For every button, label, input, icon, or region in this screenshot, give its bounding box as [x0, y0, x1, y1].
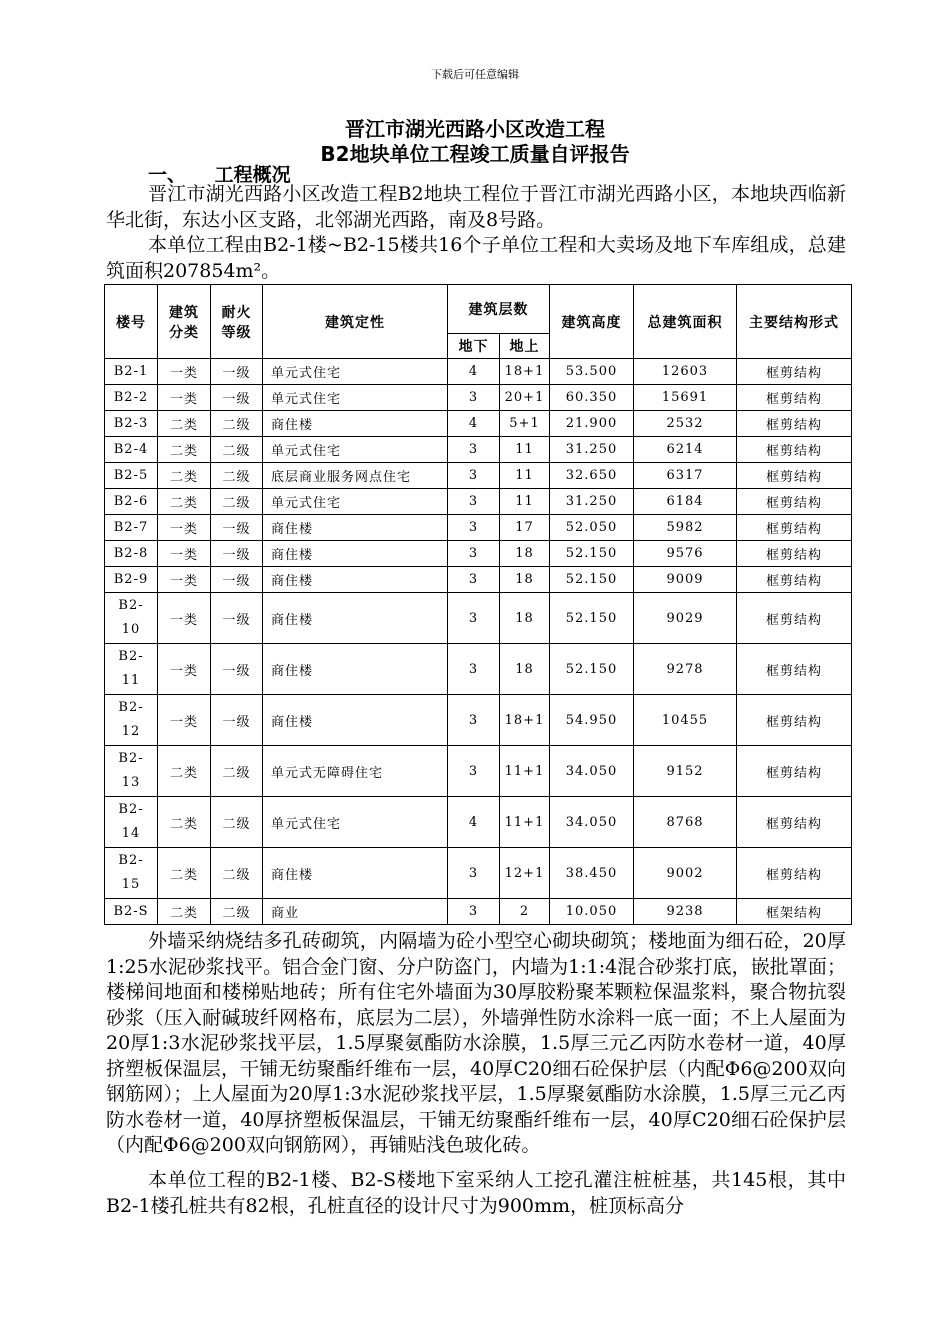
cell-category: 二类 — [158, 899, 211, 925]
table-row — [105, 567, 852, 593]
section-number: 一、 — [148, 164, 187, 186]
report-title-line1: 晋江市湖光西路小区改造工程 — [345, 117, 605, 141]
cell-above-ground: 18 — [500, 593, 550, 644]
header-above-ground: 地上 — [500, 334, 550, 359]
cell-structure: 框剪结构 — [737, 541, 852, 567]
table-row — [105, 899, 852, 925]
cell-area: 5982 — [634, 515, 737, 541]
cell-above-ground: 12+1 — [500, 848, 550, 899]
header-category: 建筑分类 — [158, 285, 211, 359]
cell-fire-rating: 二级 — [211, 797, 263, 848]
cell-area: 12603 — [634, 359, 737, 385]
cell-fire-rating: 一级 — [211, 695, 263, 746]
cell-building-no: B2- 12 — [105, 695, 158, 746]
cell-height: 52.150 — [550, 593, 634, 644]
cell-height: 53.500 — [550, 359, 634, 385]
cell-area: 9278 — [634, 644, 737, 695]
cell-category: 二类 — [158, 463, 211, 489]
cell-structure: 框剪结构 — [737, 411, 852, 437]
cell-structure: 框剪结构 — [737, 489, 852, 515]
cell-definition: 单元式住宅 — [263, 437, 448, 463]
cell-definition: 商住楼 — [263, 644, 448, 695]
cell-height: 54.950 — [550, 695, 634, 746]
cell-structure: 框剪结构 — [737, 746, 852, 797]
table-row — [105, 541, 852, 567]
cell-underground: 3 — [448, 899, 500, 925]
cell-height: 32.650 — [550, 463, 634, 489]
cell-definition: 商住楼 — [263, 567, 448, 593]
cell-building-no: B2- 14 — [105, 797, 158, 848]
cell-fire-rating: 二级 — [211, 463, 263, 489]
cell-height: 38.450 — [550, 848, 634, 899]
cell-fire-rating: 一级 — [211, 541, 263, 567]
paragraph-location: 晋江市湖光西路小区改造工程B2地块工程位于晋江市湖光西路小区，本地块西临新华北街，东达小区支路，北邻湖光西路，南及8号路。 — [106, 183, 846, 231]
cell-height: 52.150 — [550, 567, 634, 593]
cell-structure: 框剪结构 — [737, 437, 852, 463]
cell-structure: 框剪结构 — [737, 515, 852, 541]
cell-building-no: B2-5 — [105, 463, 158, 489]
cell-area: 6317 — [634, 463, 737, 489]
section-title: 工程概况 — [214, 164, 291, 186]
cell-underground: 3 — [448, 489, 500, 515]
cell-fire-rating: 二级 — [211, 437, 263, 463]
cell-above-ground: 20+1 — [500, 385, 550, 411]
cell-height: 60.350 — [550, 385, 634, 411]
cell-above-ground: 17 — [500, 515, 550, 541]
cell-above-ground: 11+1 — [500, 797, 550, 848]
cell-category: 二类 — [158, 746, 211, 797]
cell-category: 一类 — [158, 567, 211, 593]
cell-category: 一类 — [158, 695, 211, 746]
table-row — [105, 411, 852, 437]
cell-definition: 商住楼 — [263, 695, 448, 746]
cell-category: 一类 — [158, 385, 211, 411]
cell-height: 31.250 — [550, 489, 634, 515]
cell-structure: 框剪结构 — [737, 695, 852, 746]
cell-underground: 3 — [448, 567, 500, 593]
cell-height: 52.150 — [550, 541, 634, 567]
cell-building-no: B2-3 — [105, 411, 158, 437]
cell-above-ground: 11 — [500, 437, 550, 463]
cell-underground: 3 — [448, 515, 500, 541]
cell-above-ground: 18+1 — [500, 359, 550, 385]
header-structure: 主要结构形式 — [737, 285, 852, 359]
cell-underground: 3 — [448, 746, 500, 797]
cell-structure: 框剪结构 — [737, 848, 852, 899]
cell-area: 6184 — [634, 489, 737, 515]
header-fire-rating: 耐火等级 — [211, 285, 263, 359]
cell-fire-rating: 一级 — [211, 593, 263, 644]
table-row — [105, 695, 852, 746]
cell-area: 9002 — [634, 848, 737, 899]
cell-underground: 4 — [448, 411, 500, 437]
cell-area: 6214 — [634, 437, 737, 463]
cell-structure: 框剪结构 — [737, 567, 852, 593]
cell-fire-rating: 一级 — [211, 644, 263, 695]
cell-underground: 3 — [448, 385, 500, 411]
table-row — [105, 593, 852, 644]
cell-category: 二类 — [158, 848, 211, 899]
cell-fire-rating: 二级 — [211, 411, 263, 437]
cell-structure: 框剪结构 — [737, 359, 852, 385]
cell-building-no: B2-S — [105, 899, 158, 925]
cell-building-no: B2- 10 — [105, 593, 158, 644]
cell-building-no: B2-6 — [105, 489, 158, 515]
table-row — [105, 437, 852, 463]
cell-building-no: B2-4 — [105, 437, 158, 463]
table-row — [105, 644, 852, 695]
cell-structure: 框剪结构 — [737, 593, 852, 644]
cell-definition: 单元式住宅 — [263, 489, 448, 515]
cell-above-ground: 18 — [500, 541, 550, 567]
cell-building-no: B2- 11 — [105, 644, 158, 695]
cell-height: 21.900 — [550, 411, 634, 437]
cell-above-ground: 11 — [500, 489, 550, 515]
cell-area: 2532 — [634, 411, 737, 437]
cell-above-ground: 5+1 — [500, 411, 550, 437]
cell-underground: 3 — [448, 593, 500, 644]
header-floors: 建筑层数 — [448, 285, 550, 334]
cell-underground: 3 — [448, 848, 500, 899]
cell-definition: 商住楼 — [263, 848, 448, 899]
table-row — [105, 359, 852, 385]
cell-definition: 单元式无障碍住宅 — [263, 746, 448, 797]
cell-definition: 商住楼 — [263, 593, 448, 644]
cell-building-no: B2-2 — [105, 385, 158, 411]
cell-definition: 单元式住宅 — [263, 359, 448, 385]
cell-category: 一类 — [158, 644, 211, 695]
cell-building-no: B2-1 — [105, 359, 158, 385]
cell-underground: 3 — [448, 541, 500, 567]
cell-category: 二类 — [158, 489, 211, 515]
cell-structure: 框剪结构 — [737, 797, 852, 848]
cell-above-ground: 18+1 — [500, 695, 550, 746]
building-table — [104, 284, 852, 925]
header-note: 下载后可任意编辑 — [431, 68, 519, 81]
cell-underground: 3 — [448, 695, 500, 746]
cell-underground: 4 — [448, 359, 500, 385]
table-row — [105, 489, 852, 515]
cell-category: 一类 — [158, 515, 211, 541]
cell-definition: 底层商业服务网点住宅 — [263, 463, 448, 489]
cell-height: 52.050 — [550, 515, 634, 541]
cell-fire-rating: 二级 — [211, 746, 263, 797]
table-row — [105, 746, 852, 797]
cell-category: 一类 — [158, 359, 211, 385]
cell-fire-rating: 二级 — [211, 899, 263, 925]
cell-above-ground: 2 — [500, 899, 550, 925]
header-area: 总建筑面积 — [634, 285, 737, 359]
cell-above-ground: 18 — [500, 644, 550, 695]
cell-definition: 单元式住宅 — [263, 797, 448, 848]
table-row — [105, 515, 852, 541]
cell-definition: 商住楼 — [263, 411, 448, 437]
cell-above-ground: 18 — [500, 567, 550, 593]
cell-category: 二类 — [158, 437, 211, 463]
cell-area: 15691 — [634, 385, 737, 411]
report-title-line2: B2地块单位工程竣工质量自评报告 — [320, 142, 630, 166]
paragraph-foundation: 本单位工程的B2-1楼、B2-S楼地下室采纳人工挖孔灌注桩桩基，共145根，其中B2-1楼孔桩共有82根，孔桩直径的设计尺寸为900mm，桩顶标高分 — [106, 1169, 846, 1217]
cell-building-no: B2- 13 — [105, 746, 158, 797]
cell-area: 9009 — [634, 567, 737, 593]
cell-fire-rating: 一级 — [211, 567, 263, 593]
table-row — [105, 848, 852, 899]
cell-definition: 商住楼 — [263, 541, 448, 567]
cell-above-ground: 11 — [500, 463, 550, 489]
cell-category: 二类 — [158, 411, 211, 437]
cell-area: 9029 — [634, 593, 737, 644]
cell-fire-rating: 一级 — [211, 515, 263, 541]
header-underground: 地下 — [448, 334, 500, 359]
cell-fire-rating: 二级 — [211, 848, 263, 899]
paragraph-composition: 本单位工程由B2-1楼~B2-15楼共16个子单位工程和大卖场及地下车库组成，总建筑面积207854m²。 — [106, 234, 846, 282]
cell-height: 34.050 — [550, 746, 634, 797]
cell-category: 一类 — [158, 593, 211, 644]
cell-definition: 商业 — [263, 899, 448, 925]
cell-structure: 框剪结构 — [737, 644, 852, 695]
cell-height: 52.150 — [550, 644, 634, 695]
table-row — [105, 463, 852, 489]
cell-structure: 框剪结构 — [737, 463, 852, 489]
cell-building-no: B2-8 — [105, 541, 158, 567]
cell-definition: 商住楼 — [263, 515, 448, 541]
header-height: 建筑高度 — [550, 285, 634, 359]
cell-area: 8768 — [634, 797, 737, 848]
cell-building-no: B2-9 — [105, 567, 158, 593]
cell-area: 9238 — [634, 899, 737, 925]
cell-underground: 3 — [448, 437, 500, 463]
cell-category: 二类 — [158, 797, 211, 848]
header-building-no: 楼号 — [105, 285, 158, 359]
cell-height: 31.250 — [550, 437, 634, 463]
cell-area: 9152 — [634, 746, 737, 797]
cell-underground: 4 — [448, 797, 500, 848]
table-row — [105, 797, 852, 848]
cell-above-ground: 11+1 — [500, 746, 550, 797]
cell-fire-rating: 一级 — [211, 359, 263, 385]
cell-structure: 框架结构 — [737, 899, 852, 925]
cell-height: 34.050 — [550, 797, 634, 848]
cell-category: 一类 — [158, 541, 211, 567]
table-row — [105, 385, 852, 411]
cell-underground: 3 — [448, 463, 500, 489]
cell-fire-rating: 二级 — [211, 489, 263, 515]
cell-area: 9576 — [634, 541, 737, 567]
cell-definition: 单元式住宅 — [263, 385, 448, 411]
header-definition: 建筑定性 — [263, 285, 448, 359]
paragraph-materials: 外墙采纳烧结多孔砖砌筑，内隔墙为砼小型空心砌块砌筑；楼地面为细石砼，20厚1:25水泥砂浆找平。铝合金门窗、分户防盗门，内墙为1:1:4混合砂浆打底，嵌批罩面；楼梯间地面和楼梯贴地砖；所有住宅外墙面为30厚胶粉聚苯颗粒保温浆料，聚合物抗裂砂浆（压入耐碱玻纤网格布，底层为二层），外墙弹性防水涂料一底一面；不上人屋面为20厚1:3水泥砂浆找平层，1.5厚聚氨酯防水涂膜，1.5厚三元乙丙防水卷材一道，40厚挤塑板保温层，干铺无纺聚酯纤维布一层，40厚C20细石砼保护层（内配Φ6@200双向钢筋网）；上人屋面为20厚1:3水泥砂浆找平层，1.5厚聚氨酯防水涂膜，1.5厚三元乙丙防水卷材一道，40厚挤塑板保温层，干铺无纺聚酯纤维布一层，40厚C20细石砼保护层（内配Φ6@200双向钢筋网），再铺贴浅色玻化砖。 — [106, 930, 846, 1156]
cell-structure: 框剪结构 — [737, 385, 852, 411]
cell-building-no: B2- 15 — [105, 848, 158, 899]
cell-building-no: B2-7 — [105, 515, 158, 541]
cell-fire-rating: 一级 — [211, 385, 263, 411]
cell-underground: 3 — [448, 644, 500, 695]
cell-height: 10.050 — [550, 899, 634, 925]
cell-area: 10455 — [634, 695, 737, 746]
